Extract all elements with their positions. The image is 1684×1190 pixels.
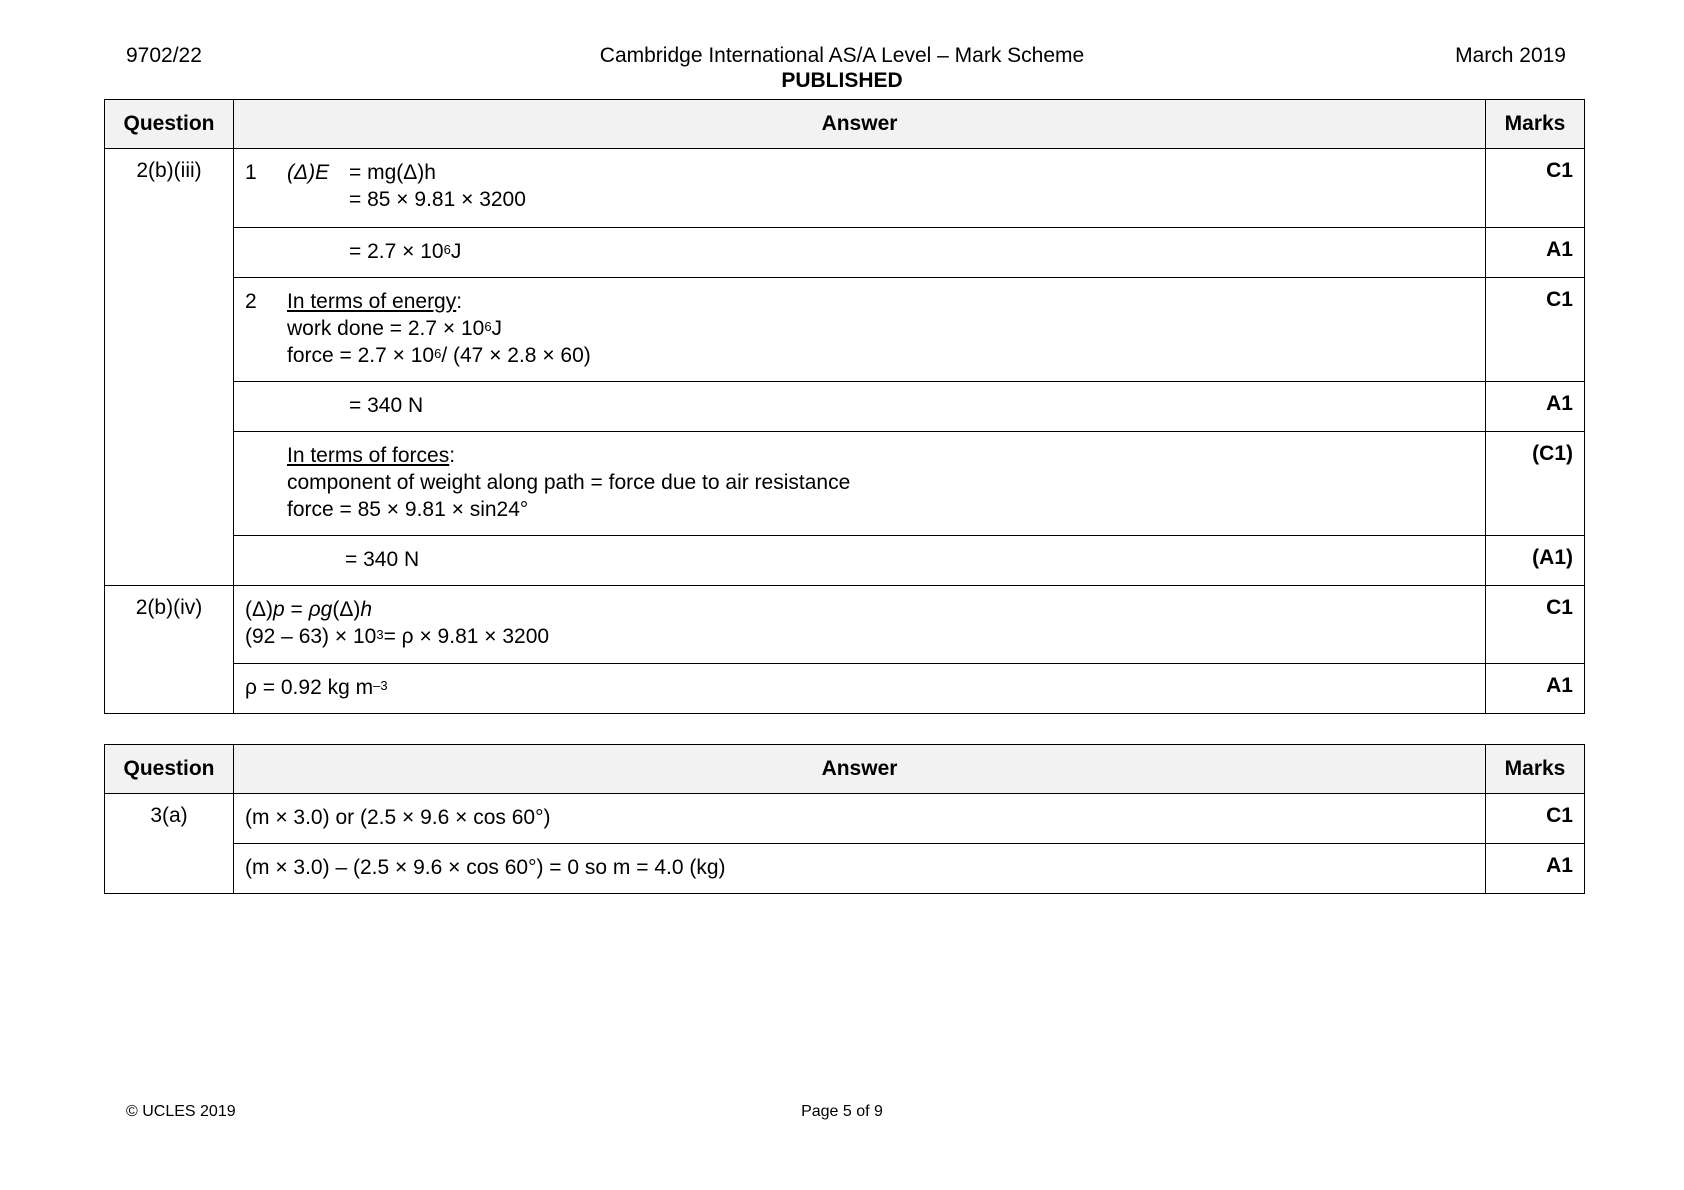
page-number: Page 5 of 9 <box>801 1103 883 1120</box>
table-row <box>105 536 1585 586</box>
answer-cell <box>234 432 1486 536</box>
mark-code: (C1) <box>1486 432 1585 536</box>
document-title: Cambridge International AS/A Level – Mark Scheme <box>599 44 1085 67</box>
answer-line: (m × 3.0) – (2.5 × 9.6 × cos 60°) = 0 so m = 4.0 (kg) <box>245 856 726 879</box>
table-row <box>105 844 1585 894</box>
table-row <box>105 149 1585 228</box>
marks-header: Marks <box>1486 100 1585 149</box>
answer-cell <box>234 586 1486 664</box>
answer-line: (92 – 63) × 10 <box>245 625 377 648</box>
method-heading: In terms of energy <box>287 290 457 313</box>
answer-cell <box>234 149 1486 228</box>
question-header: Question <box>105 745 234 794</box>
answer-cell <box>234 794 1486 844</box>
answer-cell <box>234 664 1486 714</box>
part-number: 1 <box>245 161 257 184</box>
mark-code: A1 <box>1486 664 1585 714</box>
answer-line: = 340 N <box>345 548 420 571</box>
mark-code: A1 <box>1486 844 1585 894</box>
mark-code: C1 <box>1486 278 1585 382</box>
colon: : <box>456 290 463 313</box>
answer-cell <box>234 278 1486 382</box>
table-row <box>105 278 1585 382</box>
mark-code: C1 <box>1486 586 1585 664</box>
mark-code: C1 <box>1486 794 1585 844</box>
answer-line: ρ = 0.92 kg m <box>245 676 374 699</box>
answer-line: component of weight along path = force due to air resistance <box>287 471 851 494</box>
table-row <box>105 664 1585 714</box>
table-row <box>105 382 1585 432</box>
colon: : <box>449 444 456 467</box>
question-header: Question <box>105 100 234 149</box>
mark-scheme-table-1 <box>104 99 1585 714</box>
exponent: 6 <box>443 242 451 257</box>
exam-date: March 2019 <box>1455 44 1566 67</box>
answer-line: = 2.7 × 10 <box>349 240 444 263</box>
table-header-row <box>105 745 1585 794</box>
answer-line: (m × 3.0) or (2.5 × 9.6 × cos 60°) <box>245 806 551 829</box>
answer-line: work done = 2.7 × 10 <box>287 317 485 340</box>
question-number: 2(b)(iii) <box>105 149 234 586</box>
mark-code: A1 <box>1486 382 1585 432</box>
mark-code: C1 <box>1486 149 1585 228</box>
method-heading: In terms of forces <box>287 444 450 467</box>
answer-line: force = 85 × 9.81 × sin24° <box>287 498 529 521</box>
answer-header: Answer <box>234 745 1486 794</box>
question-number: 3(a) <box>105 794 234 894</box>
unit: J <box>450 240 462 263</box>
table-header-row <box>105 100 1585 149</box>
answer-cell <box>234 536 1486 586</box>
exponent: 6 <box>484 319 492 334</box>
table-row <box>105 228 1585 278</box>
part-number: 2 <box>245 290 257 313</box>
mark-scheme-table-2 <box>104 744 1585 894</box>
copyright: © UCLES 2019 <box>126 1103 236 1120</box>
table-row <box>105 432 1585 536</box>
answer-line-tail: = ρ × 9.81 × 3200 <box>383 625 550 648</box>
mark-code: A1 <box>1486 228 1585 278</box>
answer-header: Answer <box>234 100 1486 149</box>
answer-line: (Δ) p = ρg (Δ) h <box>245 598 373 621</box>
answer-cell <box>234 228 1486 278</box>
paper-code: 9702/22 <box>126 44 202 67</box>
table-row <box>105 586 1585 664</box>
answer-line: force = 2.7 × 10 <box>287 344 435 367</box>
answer-lhs: (Δ)E <box>287 161 330 184</box>
marks-header: Marks <box>1486 745 1585 794</box>
answer-cell <box>234 844 1486 894</box>
answer-line: = 85 × 9.81 × 3200 <box>349 188 526 211</box>
answer-line-tail: / (47 × 2.8 × 60) <box>441 344 591 367</box>
exponent: –3 <box>373 678 388 693</box>
published-label: PUBLISHED <box>781 69 903 92</box>
unit: J <box>491 317 503 340</box>
answer-line: = 340 N <box>349 394 424 417</box>
mark-code: (A1) <box>1486 536 1585 586</box>
answer-line: = mg(Δ)h <box>349 161 436 184</box>
exponent: 6 <box>434 346 442 361</box>
exponent: 3 <box>376 627 384 642</box>
table-row <box>105 794 1585 844</box>
answer-cell <box>234 382 1486 432</box>
question-number: 2(b)(iv) <box>105 586 234 714</box>
